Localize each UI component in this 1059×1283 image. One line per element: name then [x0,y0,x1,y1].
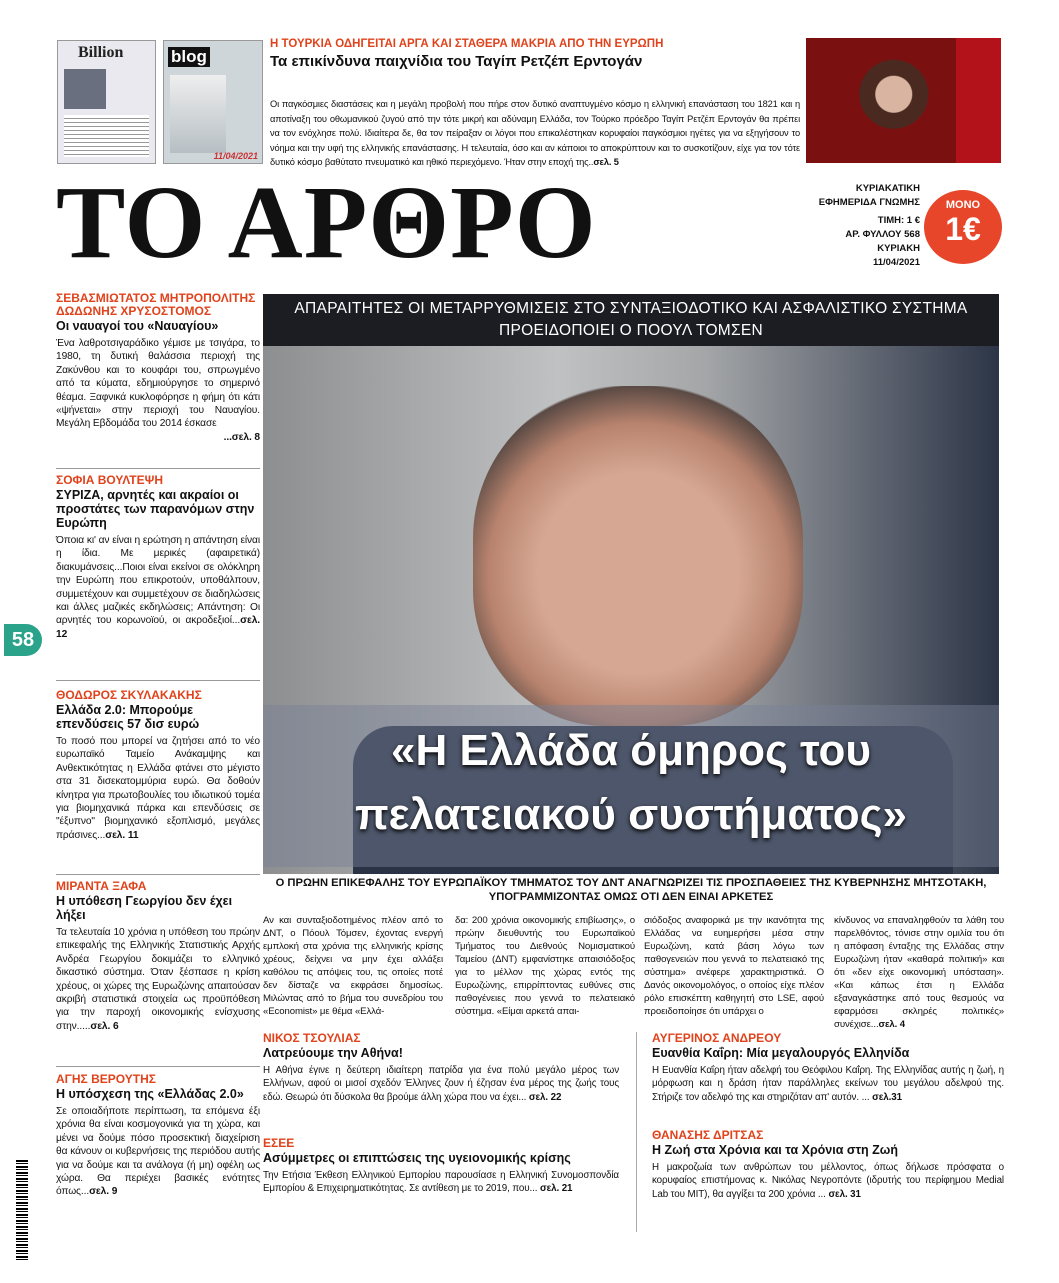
sidebar-story-2-ref[interactable]: σελ. 12 [56,615,260,640]
bottom-story-kairi-body [652,1064,1004,1104]
top-teaser-kicker: Η ΤΟΥΡΚΙΑ ΟΔΗΓΕΙΤΑΙ ΑΡΓΑ ΚΑΙ ΣΤΑΘΕΡΑ ΜΑΚΡΙΑ ΑΠΟ ΤΗΝ ΕΥΡΩΠΗ [270,38,664,50]
main-story-ref[interactable]: σελ. 4 [878,1019,906,1030]
price-badge [924,190,1002,264]
sidebar-story-3-title: Ελλάδα 2.0: Μπορούμε επενδύσεις 57 δισ ευρώ [56,703,200,731]
bottom-story-kairi-ref[interactable]: σελ.31 [872,1091,902,1103]
blog-date: 11/04/2021 [213,151,258,161]
billion-photo [64,69,106,109]
sidebar-story-4-text: Τα τελευταία 10 χρόνια η υπόθεση του πρώην επικεφαλής της Ελληνικής Στατιστικής Αρχής Ανδρέα Γεωργίου δοκιμάζει το ελληνικό δικαστικό σύστημα. Όταν ξέσπασε η κρίση χρέους, οι χώρες της Ευρωζώνης απαιτούσαν ακριβή στατιστικά στοιχεία ως προϋπόθεση για την παροχή οικονομικής ενίσχυσης στην..... [56,927,260,1032]
thomsen-face [473,386,803,726]
bottom-story-kairi-text: Η Ευανθία Καΐρη ήταν αδελφή του Θεόφιλου Καΐρη. Της Ελληνίδας αυτής η ζωή, η μόρφωση και η δράση ήταν παράλληλες εκείνων του μεγάλου αδελφού της. Στήριζε τον αδελφό της και στηριζόταν απ' αυτόν. ... [652,1065,1004,1103]
main-column-rule [636,1032,637,1232]
sidebar-story-2[interactable] [56,474,260,641]
sidebar-divider-2 [56,680,260,681]
top-teaser-title[interactable]: Τα επικίνδυνα παιχνίδια του Ταγίπ Ρετζέπ Ερντογάν [270,53,643,70]
main-story-col3: σιόδοξος αναφορικά με την ικανότητα της Ελλάδας να ευημερήσει μέσα στην Ευρωζώνη, κατά βάση λόγω των παθογενειών που γεννά το πελατειακό της σύστημα» ανέφερε χαρακτηριστικά. Ο Δανός οικονομολόγος, ο οποίος είχε πλέον ρόλο επισκέπτη καθηγητή στο LSE, αφού προειδοποίησε ότι υπάρχει ο [644,915,824,1017]
masthead-info-1: ΚΥΡΙΑΚΑΤΙΚΗ [855,183,920,194]
bottom-story-dritsas-text: Η μακροζωία των ανθρώπων του μέλλοντος, όπως δήλωσε πρόσφατα ο κορυφαίος επιστήμονας κ. Νικόλας Νεγροπόντε (ιδρυτής του περίφημου Medial Lab του MIT), θα αγγίξει τα 200 χρόνια ... [652,1162,1004,1200]
bottom-story-kairi-title: Ευανθία Καΐρη: Μία μεγαλουργός Ελληνίδα [652,1046,910,1060]
price-badge-top: ΜΟΝΟ [945,199,981,211]
main-story-col4 [834,914,1004,1031]
bottom-story-dritsas-title: Η Ζωή στα Χρόνια και τα Χρόνια στη Ζωή [652,1143,898,1157]
top-teaser-ref[interactable]: σελ. 5 [593,157,619,167]
billion-thumbnail[interactable] [57,40,156,164]
bottom-story-athens-title: Λατρεύουμε την Αθήνα! [263,1046,403,1060]
sidebar-story-2-title: ΣΥΡΙΖΑ, αρνητές και ακραίοι οι προστάτες των παρανόμων στην Ευρώπη [56,488,255,530]
main-quote [263,705,999,867]
sidebar-story-5-kicker: ΑΓΗΣ ΒΕΡΟΥΤΗΣ [56,1072,156,1086]
price-badge-value: 1€ [945,211,981,247]
sidebar-story-3[interactable] [56,689,260,842]
sidebar-story-3-ref[interactable]: σελ. 11 [105,829,139,841]
main-story-banner [263,294,999,346]
bottom-story-dritsas-ref[interactable]: σελ. 31 [828,1188,861,1200]
bottom-story-esee-body [263,1169,619,1196]
bottom-story-athens-text: Η Αθήνα έγινε η δεύτερη ιδιαίτερη πατρίδα για ένα πολύ μεγάλο μέρος των Ελλήνων, αφού οι μισοί σχεδόν Έλληνες ζουν ή έζησαν ένα μέρος της ζωής τους εδώ. Θεωρώ ότι δύσκολα θα βρούμε άλλη χώρα που να έχει... [263,1065,619,1103]
masthead-price: ΤΙΜΗ: 1 € [877,215,920,226]
bottom-story-kairi[interactable] [652,1032,1004,1104]
sidebar-divider-1 [56,468,260,469]
bottom-story-esee-title: Ασύμμετρες οι επιπτώσεις της υγειονομικής κρίσης [263,1151,571,1165]
bottom-story-esee-ref[interactable]: σελ. 21 [539,1183,573,1195]
main-story-banner-text: ΑΠΑΡΑΙΤΗΤΕΣ ΟΙ ΜΕΤΑΡΡΥΘΜΙΣΕΙΣ ΣΤΟ ΣΥΝΤΑΞΙΟΔΟΤΙΚΟ ΚΑΙ ΑΣΦΑΛΙΣΤΙΚΟ ΣΥΣΤΗΜΑ ΠΡΟΕΙΔΟΠΟΙΕΙ Ο ΠΟΟΥΛ ΤΟΜΣΕΝ [294,300,968,339]
bottom-story-dritsas[interactable] [652,1129,1004,1201]
sidebar-story-4-ref[interactable]: σελ. 6 [90,1020,119,1032]
sidebar-story-1-ref[interactable]: ...σελ. 8 [223,431,260,443]
masthead-info [800,182,920,270]
sidebar-story-2-text: Όποια κι' αν είναι η ερώτηση η απάντηση είναι η ίδια. Με μερικές (αφαιρετικά) διακυμάνσεις...Ποιοι είναι εκείνοι σε ολόκληρη την Ευρώπη που επικροτούν, υποθάλπουν, συμμετέχουν και συμμετέχουν σε διαδηλώσεις και άλλες μαζικές εκδηλώσεις; Απάντηση: Οι αρνητές του κορωνοϊού, οι ακροδεξιοί... [56,535,260,627]
sidebar-story-4[interactable] [56,880,260,1033]
erdogan-flag-detail [956,38,1001,163]
sidebar-story-5[interactable] [56,1073,260,1199]
sidebar-story-5-body [56,1105,260,1199]
side-page-tab: 58 [4,624,42,656]
bottom-story-dritsas-kicker: ΘΑΝΑΣΗΣ ΔΡΙΤΣΑΣ [652,1128,764,1142]
sidebar-story-1-title: Οι ναυαγοί του «Ναυαγίου» [56,319,219,333]
bottom-story-esee-text: Την Ετήσια Έκθεση Ελληνικού Εμπορίου παρουσίασε η Ελληνική Συνομοσπονδία Εμπορίου & Επιχειρηματικότητας. Σε αντίθεση με το 2019, που... [263,1170,619,1195]
main-story-col1: Αν και συνταξιοδοτημένος πλέον από το ΔΝΤ, ο Πόουλ Τόμσεν, έχοντας ενεργή εμπλοκή στα χρόνια της ελληνικής κρίσης χρέους, δείχνει να μην έχει αλλάξει καθόλου τις απόψεις του, τις οποίες ποτέ δεν δίσταζε να εκφράσει δημοσίως. Μιλώντας από το βήμα του συνεδρίου του «Economist» με θέμα «Ελλά- [263,915,443,1017]
sidebar-story-4-body [56,926,260,1033]
sidebar-divider-4 [56,1066,260,1067]
bottom-story-athens-kicker: ΝΙΚΟΣ ΤΣΟΥΛΙΑΣ [263,1031,361,1045]
top-teaser-body-text: Οι παγκόσμιες διαστάσεις και η μεγάλη προβολή που πήρε στον δυτικό αναπτυγμένο κόσμο η ελληνική επανάσταση του 1821 και η αποτίναξη του οθωμανικού ζυγού από την τότε μικρή και αδύναμη Ελλάδα, τον Τούρκο πρόεδρο Ταγίπ Ρετζέπ Ερντογάν θα πρέπει να τον ενόχλησε πολύ. Ιδιαίτερα δε, θα τον πείραξαν οι λόγοι που επικαλέστηκαν κορυφαίοι παγκόσμιοι ηγέτες για να εξηγήσουν το νόημα και την υφή της ελληνικής επανάστασης. Η τελευταία, όσο και αν κάποιοι το αποκρύπτουν και το συσκοτίζουν, είχε για τον τότε δυτικό κόσμο βαθύτατο πνευματικό και ηθικό περιεχόμενο. Ήταν στην εποχή της.. [270,99,800,167]
main-quote-line1: «Η Ελλάδα όμηρος του [390,726,871,775]
masthead-issue: ΑΡ. ΦΥΛΛΟΥ 568 [845,229,920,240]
bottom-story-athens[interactable] [263,1032,619,1104]
masthead-day: ΚΥΡΙΑΚΗ [877,243,920,254]
main-quote-line2: πελατειακού συστήματος» [354,790,908,839]
erdogan-photo [806,38,1001,163]
barcode [16,1160,28,1260]
billion-logo: Billion [78,44,124,61]
sidebar-story-1-kicker: ΣΕΒΑΣΜΙΩΤΑΤΟΣ ΜΗΤΡΟΠΟΛΙΤΗΣ ΔΩΔΩΝΗΣ ΧΡΥΣΟΣΤΟΜΟΣ [56,291,256,318]
bottom-story-esee-kicker: ΕΣΕΕ [263,1136,295,1150]
masthead-title: ΤΟ ΑΡΘΡΟ [56,165,597,280]
sidebar-story-1[interactable] [56,292,260,444]
blog-thumbnail[interactable] [163,40,263,164]
sidebar-story-2-body [56,534,260,641]
bottom-story-athens-body [263,1064,619,1104]
blog-logo: blog [168,47,210,67]
bottom-story-kairi-kicker: ΑΥΓΕΡΙΝΟΣ ΑΝΔΡΕΟΥ [652,1031,782,1045]
sidebar-story-4-kicker: ΜΙΡΑΝΤΑ ΞΑΦΑ [56,879,147,893]
sidebar-divider-3 [56,874,260,875]
bottom-story-dritsas-body [652,1161,1004,1201]
main-story-col2: δα: 200 χρόνια οικονομικής επιβίωσης», ο πρώην διευθυντής του Ευρωπαϊκού Τμήματος του Διεθνούς Νομισματικού Ταμείου (ΔΝΤ) εμφανίστηκε απαισιόδοξος για το μέλλον της χώρας εντός της Ευρωζώνης, επιρρίπτοντας ευθύνες στις παθογένειες που γεννά το πελατειακό σύστημα. «Είμαι αρκετά απαι- [455,915,635,1017]
sidebar-story-3-body [56,735,260,842]
billion-text-lines [64,115,149,157]
sidebar-story-5-ref[interactable]: σελ. 9 [89,1186,118,1198]
main-story-subhead: Ο ΠΡΩΗΝ ΕΠΙΚΕΦΑΛΗΣ ΤΟΥ ΕΥΡΩΠΑΪΚΟΥ ΤΜΗΜΑΤΟΣ ΤΟΥ ΔΝΤ ΑΝΑΓΝΩΡΙΖΕΙ ΤΙΣ ΠΡΟΣΠΑΘΕΙΕΣ ΤΗΣ ΚΥΒΕΡΝΗΣΗΣ ΜΗΤΣΟΤΑΚΗ, ΥΠΟΓΡΑΜΜΙΖΟΝΤΑΣ ΟΜΩΣ ΟΤΙ ΔΕΝ ΕΙΝΑΙ ΑΡΚΕΤΕΣ [275,877,987,903]
sidebar-story-5-title: Η υπόσχεση της «Ελλάδας 2.0» [56,1087,244,1101]
sidebar-story-3-kicker: ΘΟΔΩΡΟΣ ΣΚΥΛΑΚΑΚΗΣ [56,688,202,702]
sidebar-story-3-text: Το ποσό που μπορεί να ζητήσει από το νέο ευρωπαϊκό Ταμείο Ανάκαμψης και Ανθεκτικότητας η Ελλάδα φτάνει στο μέγιστο στα 31 δισεκατομμύρια ευρώ. Θα δοθούν κίνητρα για πρωτοβουλίες του ιδιωτικού τομέα για βιομηχανικά πάρκα και επενδύσεις σε "έξυπνο" βιομηχανικό εξοπλισμό, μεγάλες πράσινες... [56,736,260,841]
sidebar-story-4-title: Η υπόθεση Γεωργίου δεν έχει λήξει [56,894,233,922]
sidebar-story-1-body: Ένα λαθρoτσιγαράδικο γέμισε με τσιγάρα, το 1980, τη δυτική θαλάσσια περιοχή της Ζακύνθου και το κουφάρι του, σπρωγμένο από τα κύματα, εδημιούργησε το σημερινό θέαμα. Ξαφνικά κυκλοφόρησε η φήμη ότι κάτι «ψήνεται» στην περιοχή του Ναυαγίου. Μεγάλη Εβδομάδα του 2014 έσκασε [56,338,260,430]
bottom-story-athens-ref[interactable]: σελ. 22 [528,1091,562,1103]
sidebar-story-5-text: Σε οποιαδήποτε περίπτωση, τα επόμενα έξι χρόνια θα είναι κοσμογονικά για τη χώρα, και μένει να δούμε πόσο προσεκτική διαχείριση θα κάνουν οι κυβερνήσεις της περιόδου αυτής για να δούμε και τα ανάλογα (ή μη) οφέλη ως χώρα. Θα περιέχει βασικές ενότητες όπως... [56,1106,260,1198]
top-teaser-body [270,97,800,170]
sidebar-story-2-kicker: ΣΟΦΙΑ ΒΟΥΛΤΕΨΗ [56,473,164,487]
bottom-story-esee[interactable] [263,1137,619,1196]
blog-photo [170,75,226,153]
masthead-info-2: ΕΦΗΜΕΡΙΔΑ ΓΝΩΜΗΣ [818,197,920,208]
masthead-date: 11/04/2021 [872,257,920,268]
main-story-col4-text: κίνδυνος να επαναληφθούν τα λάθη του παρελθόντος, τόνισε στην ομιλία του ότι η απόφαση ένταξης της Ελλάδας στην Ευρωζώνη ήταν «καθαρά πολιτική» και ότι «δεν είχε οικονομική υπόσταση». «Και κάπως έτσι η Ελλάδα εξαναγκάστηκε από τους θεσμούς να εφαρμόσει σκληρές πολιτικές» συνέχισε... [834,915,1004,1030]
